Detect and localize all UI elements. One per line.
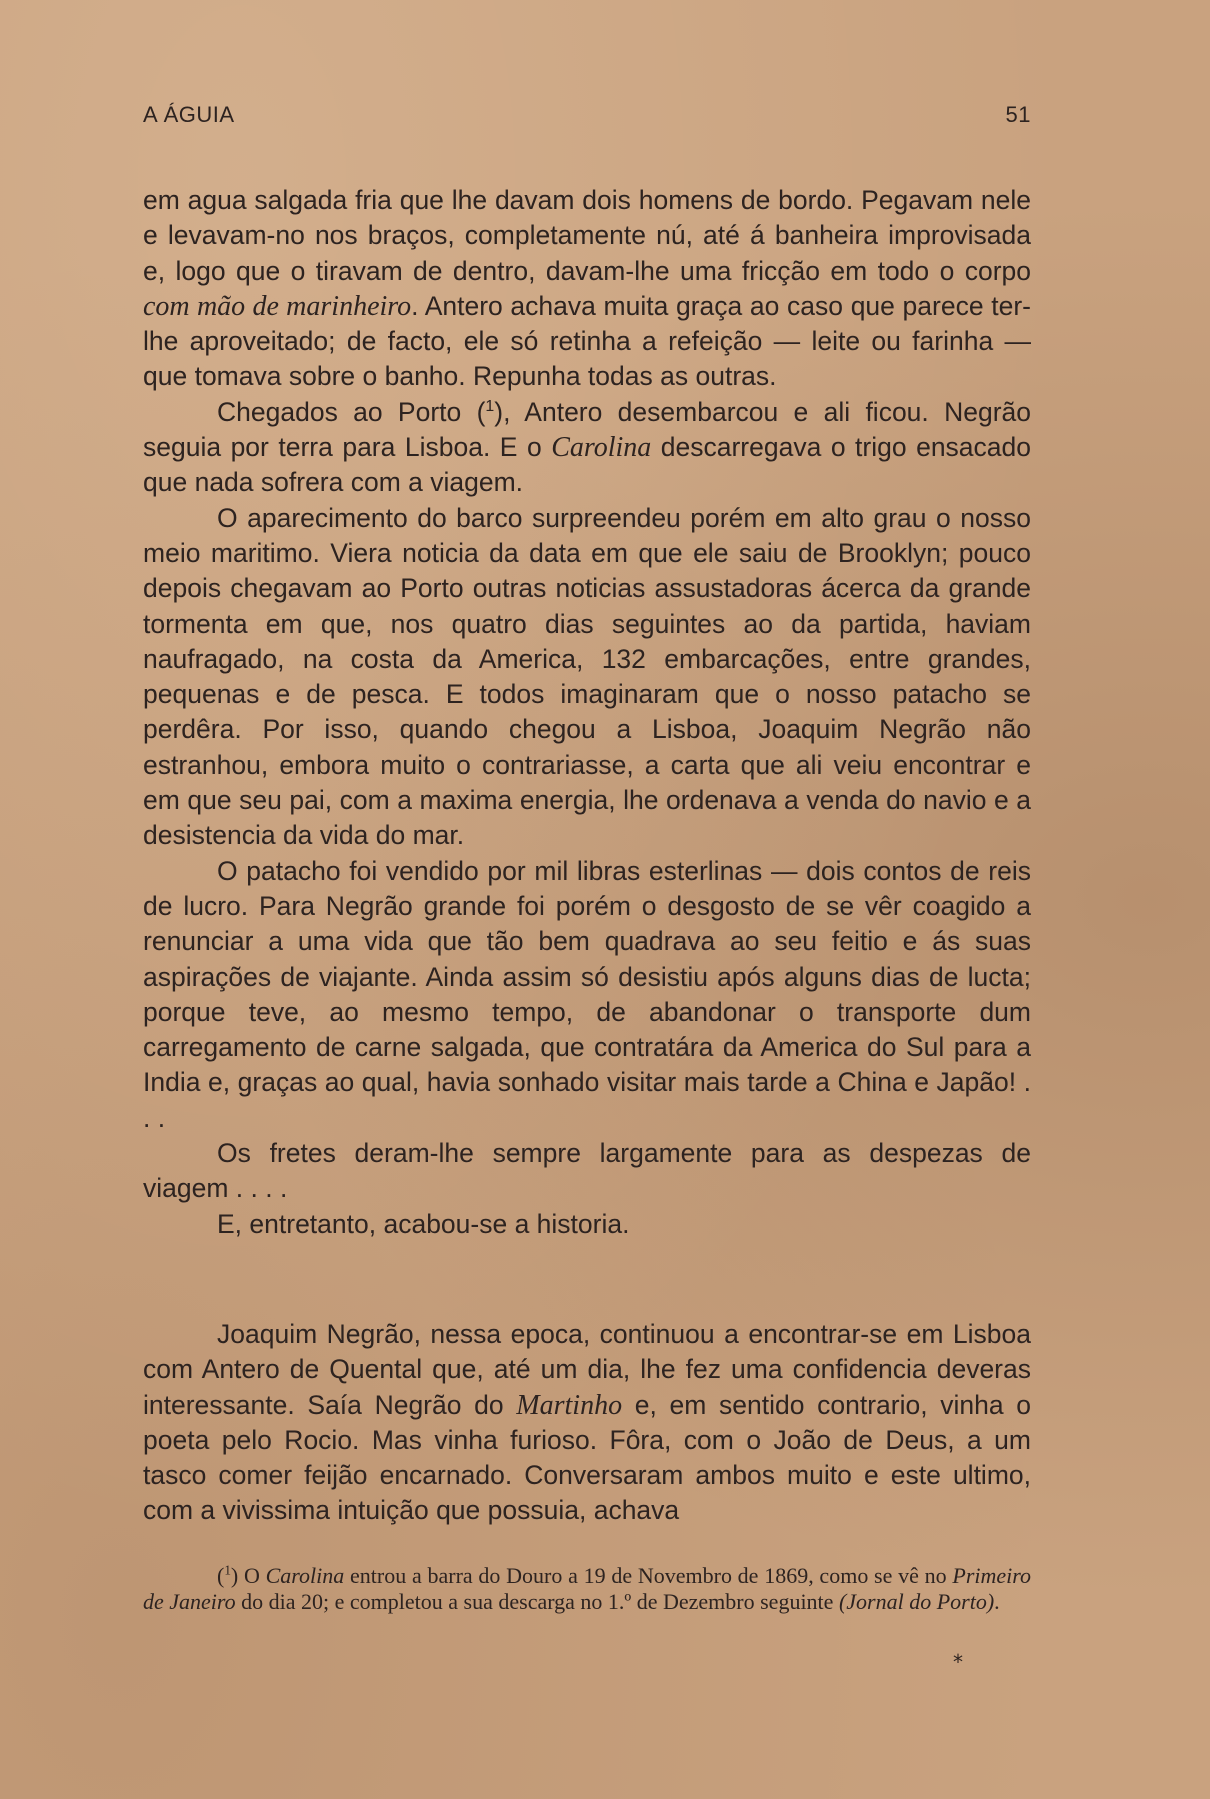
text-run: Chegados ao Porto ( [217, 396, 486, 427]
text-run: ( [217, 1563, 225, 1588]
text-run: entrou a barra do Douro a 19 de Novembro de 1869, como se vê no [344, 1563, 953, 1588]
paragraph-p3 [143, 501, 1031, 854]
body-text [143, 183, 1031, 1529]
text-run: . Antero achava muita graça ao caso que parece ter-lhe aproveitado; de facto, ele só retinha a refeição — leite ou farinha — que tomava sobre o banho. Repunha todas as outras. [143, 290, 1031, 392]
page-number: 51 [1005, 102, 1031, 127]
italic-text: Martinho [516, 1389, 623, 1421]
text-run: . [994, 1588, 1000, 1614]
paragraph-p1 [143, 183, 1031, 395]
paragraph-p2 [143, 395, 1031, 501]
footnote [143, 1563, 1031, 1614]
paragraph-p5 [143, 1136, 1031, 1207]
italic-text: Carolina [265, 1563, 345, 1588]
text-run: descarregava o trigo ensacado que nada sofrera com a viagem. [143, 432, 1032, 498]
text-run: O aparecimento do barco surpreendeu porém em alto grau o nosso meio maritimo. Viera noticia da data em que ele saiu de Brooklyn; pouco depois chegavam ao Porto outras noticias assustadoras ácerca da grande tormenta em que, nos quatro dias seguintes ao da partida, haviam naufragado, na costa da America, 132 embarcações, entre grandes, pequenas e de pesca. E todos imaginaram que o nosso patacho se perdêra. Por isso, quando chegou a Lisboa, Joaquim Negrão não estranhou, embora muito o contrariasse, a carta que ali veiu encontrar e em que seu pai, com a maxima energia, lhe ordenava a venda do navio e a desistencia da vida do mar. [143, 502, 1031, 851]
paragraph-p7 [143, 1317, 1031, 1529]
text-run: Os fretes deram-lhe sempre largamente para as despezas de viagem . . . . [143, 1138, 1031, 1204]
text-run: do dia 20; e completou a sua descarga no 1.º de Dezembro seguinte [235, 1588, 839, 1614]
footnote-paragraph [143, 1563, 1031, 1614]
signature-mark: * [953, 1650, 963, 1674]
text-run: Joaquim Negrão, nessa epoca, continuou a encontrar-se em Lisboa com Antero de Quental que, até um dia, lhe fez uma confidencia deveras interessante. Saía Negrão do [143, 1318, 1031, 1420]
paragraph-p4 [143, 854, 1031, 1136]
text-run: O patacho foi vendido por mil libras esterlinas — dois contos de reis de lucro. Para Negrão grande foi porém o desgosto de se vêr coagido a renunciar a uma vida que tão bem quadrava ao seu feitio e ás suas aspirações de viajante. Ainda assim só desistiu após alguns dias de lucta; porque teve, ao mesmo tempo, de abandonar o transporte dum carregamento de carne salgada, que contratára da America do Sul para a India e, graças ao qual, havia sonhado visitar mais tarde a China e Japão! . . . [143, 855, 1031, 1133]
paragraph-p6 [143, 1207, 1031, 1242]
text-run: em agua salgada fria que lhe davam dois homens de bordo. Pegavam nele e levavam-no nos braços, completamente nú, até á banheira improvisada e, logo que o tiravam de dentro, davam-lhe uma fricção em todo o corpo [143, 185, 1031, 286]
italic-text: (Jornal do Porto) [838, 1588, 995, 1614]
page [143, 0, 1031, 1799]
italic-text: Primeiro de Janeiro [143, 1563, 1031, 1614]
text-run: e, em sentido contrario, vinha o poeta pelo Rocio. Mas vinha furioso. Fôra, com o João de Deus, a um tasco comer feijão encarnado. Conversaram ambos muito e este ultimo, com a vivissima intuição que possuia, achava [143, 1389, 1031, 1526]
text-run: ), Antero desembarcou e ali ficou. Negrão seguia por terra para Lisboa. E o [143, 396, 1032, 463]
italic-text: com mão de marinheiro [143, 290, 412, 322]
footnote-ref: 1 [485, 397, 495, 415]
text-run: ) O [230, 1563, 266, 1588]
section-break [143, 1242, 1031, 1317]
italic-text: Carolina [551, 432, 652, 464]
text-run: E, entretanto, acabou-se a historia. [217, 1208, 630, 1239]
journal-title: A ÁGUIA [143, 102, 235, 127]
footnote-ref: 1 [224, 1562, 231, 1578]
